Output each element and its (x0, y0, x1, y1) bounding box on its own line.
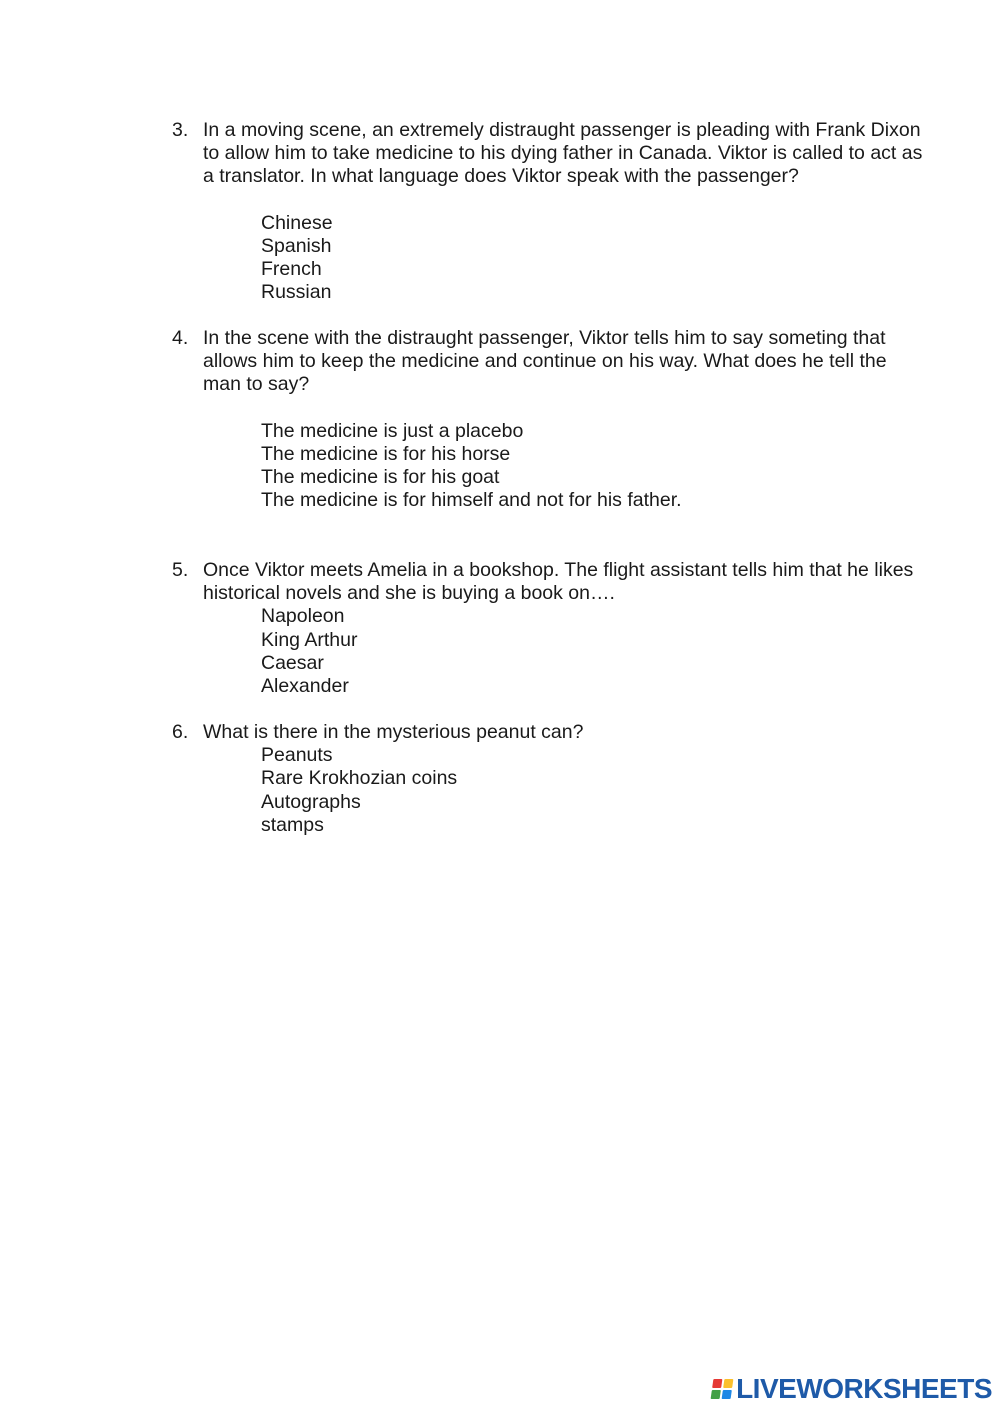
answer-options (261, 420, 952, 513)
question-text: In the scene with the distraught passenger, Viktor tells him to say someting that allows him to keep the medicine and continue on his way. What does he tell the man to say? (203, 327, 887, 396)
question-text: In a moving scene, an extremely distraught passenger is pleading with Frank Dixon to allow him to take medicine to his dying father in Canada. Viktor is called to act as a translator. In what language does Viktor speak with the passenger? (203, 119, 923, 188)
liveworksheets-logo (712, 1371, 992, 1407)
question-text: What is there in the mysterious peanut can? (203, 721, 584, 743)
answer-option[interactable]: The medicine is for his goat (261, 466, 500, 489)
answer-option[interactable]: stamps (261, 813, 324, 836)
answer-option[interactable]: Autographs (261, 790, 361, 813)
question-number: 6. (172, 721, 189, 743)
answer-option[interactable]: Chinese (261, 211, 333, 234)
question-number: 4. (172, 327, 189, 349)
logo-text: LIVEWORKSHEETS (736, 1373, 992, 1404)
answer-option[interactable]: French (261, 258, 322, 281)
answer-option[interactable]: Alexander (261, 675, 349, 698)
logo-mark-yellow (723, 1379, 733, 1388)
question-4 (172, 327, 952, 512)
question-6 (172, 721, 952, 837)
answer-option[interactable]: King Arthur (261, 628, 358, 651)
liveworksheets-logo-icon (711, 1379, 734, 1399)
answer-options (261, 744, 952, 837)
answer-option[interactable]: Napoleon (261, 605, 345, 628)
answer-option[interactable]: Russian (261, 281, 332, 304)
answer-options (261, 212, 952, 305)
question-5 (172, 559, 952, 698)
logo-mark-green (711, 1390, 721, 1399)
answer-option[interactable]: The medicine is for himself and not for his father. (261, 489, 682, 512)
answer-options (261, 605, 952, 698)
logo-mark-red (712, 1379, 722, 1388)
answer-option[interactable]: Spanish (261, 234, 332, 257)
question-number: 5. (172, 559, 189, 581)
answer-option[interactable]: Caesar (261, 651, 324, 674)
answer-option[interactable]: The medicine is for his horse (261, 442, 511, 465)
logo-mark-blue (722, 1390, 732, 1399)
answer-option[interactable]: Peanuts (261, 744, 333, 767)
answer-option[interactable]: Rare Krokhozian coins (261, 767, 458, 790)
question-number: 3. (172, 119, 189, 141)
question-text: Once Viktor meets Amelia in a bookshop. The flight assistant tells him that he likes historical novels and she is buying a book on…. (203, 559, 914, 605)
question-3 (172, 119, 952, 304)
answer-option[interactable]: The medicine is just a placebo (261, 419, 524, 442)
